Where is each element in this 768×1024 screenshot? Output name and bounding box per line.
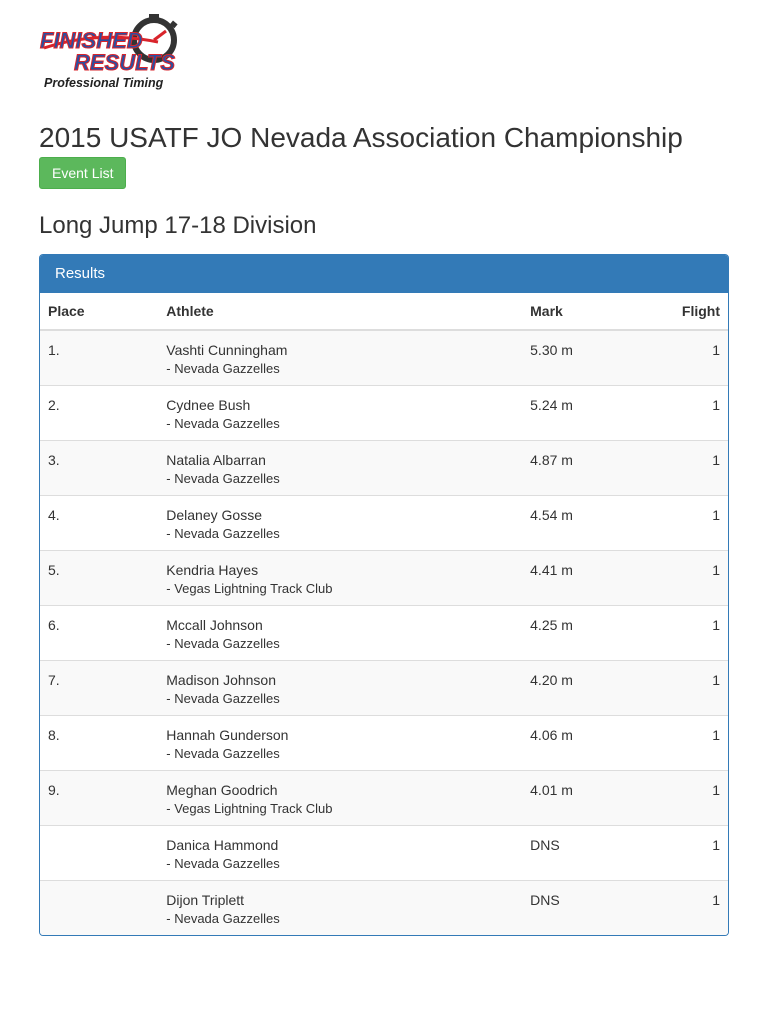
cell-place: 9. — [40, 770, 158, 825]
cell-athlete — [158, 385, 522, 440]
athlete-team: - Nevada Gazzelles — [166, 690, 280, 706]
logo-tagline: Professional Timing — [44, 76, 164, 90]
cell-place: 1. — [40, 330, 158, 385]
cell-mark: 4.01 m — [522, 770, 674, 825]
table-row — [40, 825, 728, 880]
table-row — [40, 715, 728, 770]
athlete-name: Madison Johnson — [166, 671, 277, 688]
cell-athlete — [158, 660, 522, 715]
cell-flight: 1 — [674, 880, 728, 935]
cell-flight: 1 — [674, 330, 728, 385]
athlete-team: - Nevada Gazzelles — [166, 855, 280, 871]
cell-place — [40, 825, 158, 880]
page-title: 2015 USATF JO Nevada Association Championship — [39, 122, 683, 153]
column-header-athlete: Athlete — [158, 293, 522, 330]
cell-mark: 4.20 m — [522, 660, 674, 715]
results-panel — [39, 254, 729, 936]
cell-place — [40, 880, 158, 935]
athlete-team: - Nevada Gazzelles — [166, 745, 280, 761]
cell-mark: 4.06 m — [522, 715, 674, 770]
cell-athlete — [158, 550, 522, 605]
column-header-flight: Flight — [674, 293, 728, 330]
cell-place: 5. — [40, 550, 158, 605]
cell-athlete — [158, 880, 522, 935]
finished-results-logo[interactable] — [38, 12, 193, 92]
cell-mark: 5.24 m — [522, 385, 674, 440]
athlete-team: - Vegas Lightning Track Club — [166, 800, 333, 816]
column-header-mark: Mark — [522, 293, 674, 330]
athlete-team: - Vegas Lightning Track Club — [166, 580, 333, 596]
cell-place: 6. — [40, 605, 158, 660]
table-row — [40, 880, 728, 935]
cell-mark: DNS — [522, 825, 674, 880]
cell-flight: 1 — [674, 385, 728, 440]
stopwatch-logo-icon — [38, 12, 193, 92]
table-row — [40, 605, 728, 660]
cell-place: 7. — [40, 660, 158, 715]
column-header-place: Place — [40, 293, 158, 330]
logo-line2: RESULTS — [74, 50, 176, 75]
cell-mark: DNS — [522, 880, 674, 935]
table-row — [40, 495, 728, 550]
cell-flight: 1 — [674, 660, 728, 715]
results-table — [40, 293, 728, 935]
cell-place: 2. — [40, 385, 158, 440]
athlete-name: Delaney Gosse — [166, 506, 262, 523]
results-body — [40, 330, 728, 935]
athlete-name: Mccall Johnson — [166, 616, 263, 633]
table-row — [40, 550, 728, 605]
athlete-team: - Nevada Gazzelles — [166, 525, 280, 541]
results-header-row — [40, 293, 728, 330]
cell-flight: 1 — [674, 715, 728, 770]
cell-flight: 1 — [674, 550, 728, 605]
table-row — [40, 440, 728, 495]
athlete-name: Danica Hammond — [166, 836, 279, 853]
cell-mark: 4.41 m — [522, 550, 674, 605]
table-row — [40, 770, 728, 825]
division-title: Long Jump 17-18 Division — [39, 212, 317, 239]
table-row — [40, 660, 728, 715]
cell-athlete — [158, 330, 522, 385]
cell-mark: 5.30 m — [522, 330, 674, 385]
cell-flight: 1 — [674, 825, 728, 880]
cell-mark: 4.25 m — [522, 605, 674, 660]
cell-athlete — [158, 440, 522, 495]
athlete-name: Dijon Triplett — [166, 891, 245, 908]
cell-place: 3. — [40, 440, 158, 495]
cell-flight: 1 — [674, 770, 728, 825]
athlete-team: - Nevada Gazzelles — [166, 470, 280, 486]
results-panel-heading: Results — [40, 255, 728, 293]
athlete-team: - Nevada Gazzelles — [166, 415, 280, 431]
logo-line1: FINISHED — [40, 28, 143, 53]
athlete-name: Meghan Goodrich — [166, 781, 278, 798]
athlete-name: Hannah Gunderson — [166, 726, 289, 743]
cell-mark: 4.54 m — [522, 495, 674, 550]
athlete-name: Kendria Hayes — [166, 561, 259, 578]
cell-flight: 1 — [674, 440, 728, 495]
cell-place: 8. — [40, 715, 158, 770]
athlete-team: - Nevada Gazzelles — [166, 635, 280, 651]
athlete-name: Natalia Albarran — [166, 451, 266, 468]
athlete-team: - Nevada Gazzelles — [166, 910, 280, 926]
table-row — [40, 385, 728, 440]
cell-athlete — [158, 825, 522, 880]
cell-flight: 1 — [674, 605, 728, 660]
cell-mark: 4.87 m — [522, 440, 674, 495]
table-row — [40, 330, 728, 385]
athlete-team: - Nevada Gazzelles — [166, 361, 280, 376]
athlete-name: Vashti Cunningham — [166, 342, 288, 358]
cell-place: 4. — [40, 495, 158, 550]
athlete-name: Cydnee Bush — [166, 396, 251, 413]
cell-athlete — [158, 495, 522, 550]
cell-athlete — [158, 605, 522, 660]
cell-athlete — [158, 715, 522, 770]
cell-flight: 1 — [674, 495, 728, 550]
event-list-button[interactable]: Event List — [39, 157, 126, 189]
cell-athlete — [158, 770, 522, 825]
